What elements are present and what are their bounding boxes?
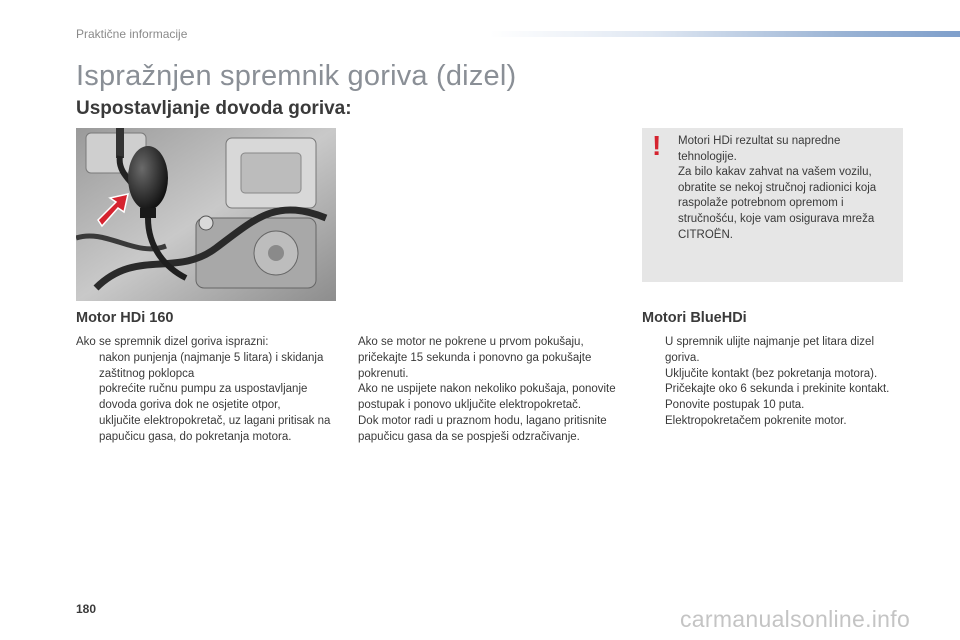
heading-hdi160: Motor HDi 160 (76, 310, 174, 326)
hdi160-instructions (76, 335, 338, 446)
section-header: Praktične informacije (76, 27, 188, 41)
list-item: Elektropokretačem pokrenite motor. (665, 414, 847, 427)
header-gradient-bar (490, 31, 960, 37)
hdi160-intro: Ako se spremnik dizel goriva isprazni: (76, 336, 269, 348)
engine-photo (76, 128, 336, 301)
list-item: nakon punjenja (najmanje 5 litara) i skidanja zaštitnog poklopca (99, 351, 324, 380)
list-item: uključite elektropokretač, uz lagani pritisak na papučicu gasa, do pokretanja motora. (99, 414, 331, 443)
warning-line-2: Za bilo kakav zahvat na vašem vozilu, obratite se nekoj stručnoj radionici koja raspolaže potrebnom opremom i stručnošću, koje vam osigurava mreža CITROËN. (678, 166, 877, 241)
paragraph: Dok motor radi u praznom hodu, lagano pritisnite papučicu gasa da se pospješi odzračivanje. (358, 414, 607, 443)
hdi160-steps (76, 351, 338, 446)
warning-text (678, 134, 898, 243)
list-item: Pričekajte oko 6 sekunda i prekinite kontakt. (665, 383, 890, 396)
warning-line-1: Motori HDi rezultat su napredne tehnologije. (678, 135, 841, 163)
exclamation-icon: ! (652, 130, 662, 161)
page-title: Ispražnjen spremnik goriva (dizel) (76, 60, 517, 92)
bluehdi-instructions (642, 335, 904, 430)
list-item: Ponovite postupak 10 puta. (665, 399, 805, 412)
list-item: Uključite kontakt (bez pokretanja motora). (665, 367, 878, 380)
paragraph: Ako ne uspijete nakon nekoliko pokušaja, ponovite postupak i ponovo uključite elektropokretač. (358, 383, 616, 412)
page-number: 180 (76, 602, 97, 616)
list-item: U spremnik ulijte najmanje pet litara dizel goriva. (665, 336, 875, 364)
section-subtitle: Uspostavljanje dovoda goriva: (76, 98, 352, 119)
watermark: carmanualsonline.info (680, 606, 911, 632)
bluehdi-steps (642, 335, 904, 430)
heading-bluehdi: Motori BlueHDi (642, 310, 747, 326)
hdi160-continued (358, 335, 620, 446)
paragraph: Ako se motor ne pokrene u prvom pokušaju, pričekajte 15 sekunda i ponovno ga pokušajte pokrenuti. (358, 336, 592, 380)
list-item: pokrećite ručnu pumpu za uspostavljanje dovoda goriva dok ne osjetite otpor, (99, 383, 308, 412)
